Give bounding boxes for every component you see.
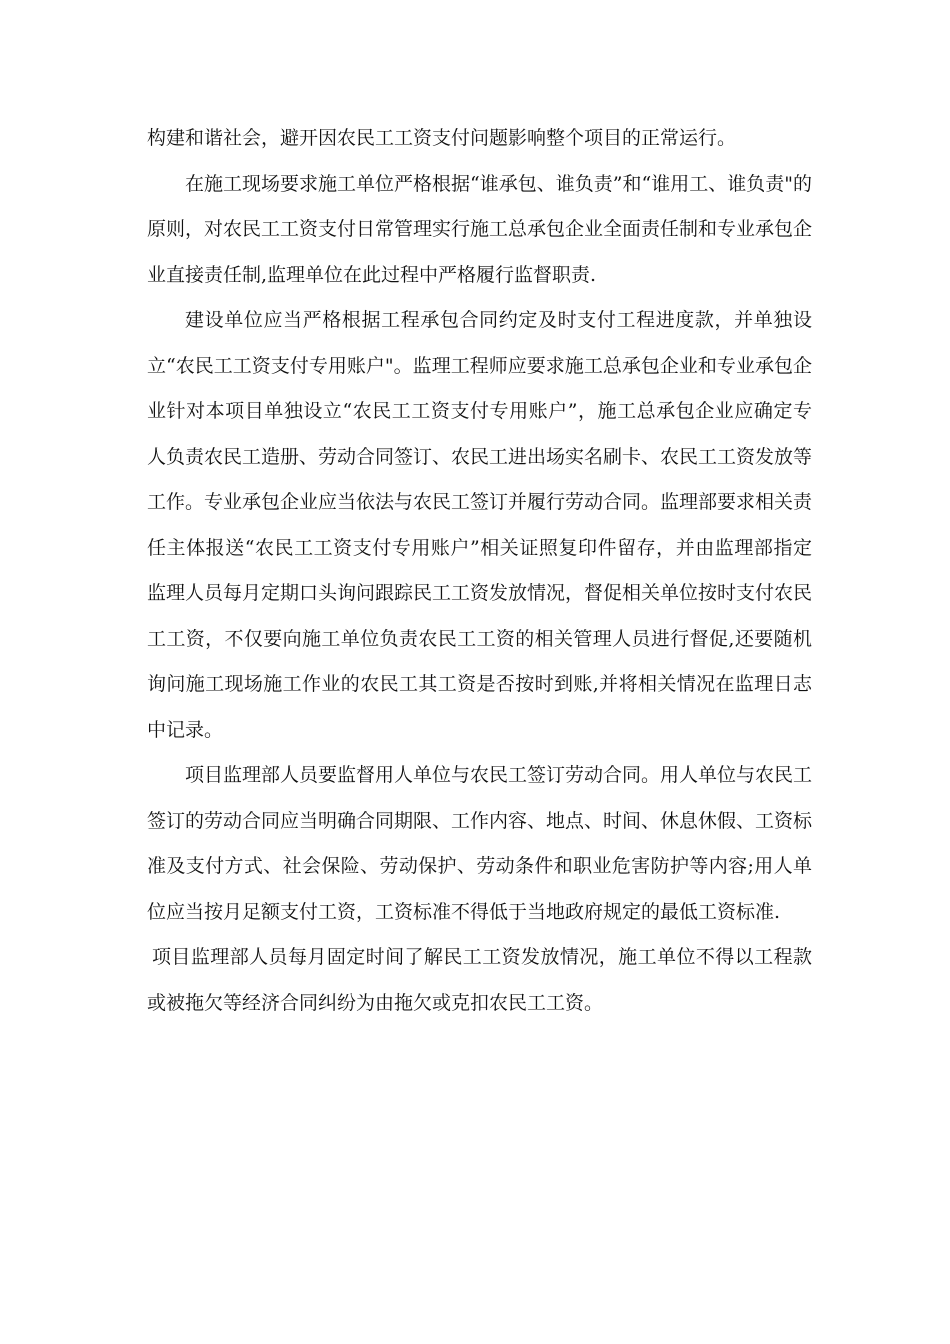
paragraph-continuation: 构建和谐社会，避开因农民工工资支付问题影响整个项目的正常运行。 bbox=[147, 127, 737, 149]
paragraph-monthly-check: 项目监理部人员每月固定时间了解民工工资发放情况，施工单位不得以工程款或被拖欠等经济合同纠纷为由拖欠或克扣农民工工资。 bbox=[147, 946, 812, 1014]
document-body bbox=[147, 116, 812, 1026]
paragraph-responsibility-principle: 在施工现场要求施工单位严格根据“谁承包、谁负责”和“谁用工、谁负责"的原则，对农民工工资支付日常管理实行施工总承包企业全面责任制和专业承包企业直接责任制,监理单位在此过程中严格履行监督职责. bbox=[147, 172, 813, 286]
paragraph-labor-contract: 项目监理部人员要监督用人单位与农民工签订劳动合同。用人单位与农民工签订的劳动合同应当明确合同期限、工作内容、地点、时间、休息休假、工资标准及支付方式、社会保险、劳动保护、劳动条件和职业危害防护等内容;用人单位应当按月足额支付工资，工资标准不得低于当地政府规定的最低工资标准. bbox=[147, 764, 813, 923]
paragraph-payment-account: 建设单位应当严格根据工程承包合同约定及时支付工程进度款，并单独设立“农民工工资支付专用账户"。监理工程师应要求施工总承包企业和专业承包企业针对本项目单独设立“农民工工资支付专用账户”，施工总承包企业应确定专人负责农民工造册、劳动合同签订、农民工进出场实名刷卡、农民工工资发放等工作。专业承包企业应当依法与农民工签订并履行劳动合同。监理部要求相关责任主体报送“农民工工资支付专用账户”相关证照复印件留存，并由监理部指定监理人员每月定期口头询问跟踪民工工资发放情况，督促相关单位按时支付农民工工资，不仅要向施工单位负责农民工工资的相关管理人员进行督促,还要随机询问施工现场施工作业的农民工其工资是否按时到账,并将相关情况在监理日志中记录。 bbox=[147, 309, 813, 741]
